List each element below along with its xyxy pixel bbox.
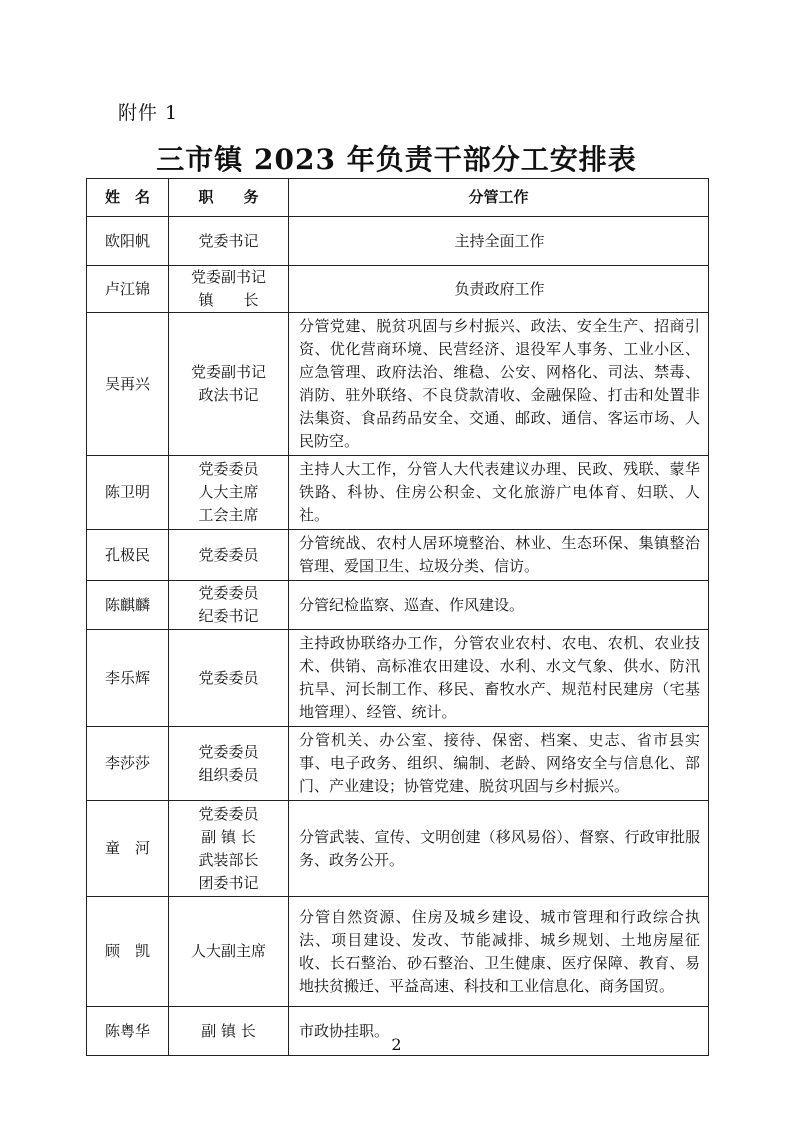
cell-work: 分管统战、农村人居环境整治、林业、生态环保、集镇整治管理、爱国卫生、垃圾分类、信访。 — [289, 530, 709, 581]
table-row — [87, 456, 709, 530]
table-row — [87, 313, 709, 456]
table-header-row — [87, 179, 709, 217]
role-line: 人大主席 — [198, 483, 259, 501]
cell-name: 陈卫明 — [87, 456, 169, 530]
cell-work: 分管机关、办公室、接待、保密、档案、史志、省市县实事、电子政务、组织、编制、老龄、网络安全与信息化、部门、产业建设；协管党建、脱贫巩固与乡村振兴。 — [289, 727, 709, 801]
cell-name: 孔极民 — [87, 530, 169, 581]
role-line: 纪委书记 — [198, 607, 259, 625]
cell-role — [169, 530, 289, 581]
cell-work: 负责政府工作 — [289, 266, 709, 313]
role-line: 党委副书记 — [190, 268, 266, 286]
cell-role — [169, 801, 289, 897]
role-line: 党委副书记 — [190, 363, 266, 381]
document-title: 三市镇 2023 年负责干部分工安排表 — [156, 143, 637, 176]
role-line: 党委委员 — [198, 804, 259, 823]
cell-name: 陈麒麟 — [87, 581, 169, 630]
cell-work: 主持全面工作 — [289, 217, 709, 266]
cell-work: 分管党建、脱贫巩固与乡村振兴、政法、安全生产、招商引资、优化营商环境、民营经济、退役军人事务、工业小区、应急管理、政府法治、维稳、公安、网格化、司法、禁毒、消防、驻外联络、不良贷款清收、金融保险、打击和处置非法集资、食品药品安全、交通、邮政、通信、客运市场、人民防空。 — [289, 313, 709, 456]
table-row — [87, 266, 709, 313]
cell-name: 吴再兴 — [87, 313, 169, 456]
cell-name: 陈粤华 — [87, 1007, 169, 1056]
cell-name: 卢江锦 — [87, 266, 169, 313]
role-line: 副 镇 长 — [201, 1021, 256, 1040]
attachment-label: 附件 1 — [118, 102, 179, 124]
header-name: 姓 名 — [87, 179, 169, 217]
role-line: 工会主席 — [198, 506, 259, 524]
cell-role — [169, 266, 289, 313]
cell-work: 分管纪检监察、巡查、作风建设。 — [289, 581, 709, 630]
cell-role — [169, 630, 289, 727]
cell-name: 顾 凯 — [87, 897, 169, 1007]
table-row — [87, 630, 709, 727]
table-row — [87, 581, 709, 630]
role-line: 党委委员 — [198, 742, 259, 761]
table-row — [87, 727, 709, 801]
role-line: 党委委员 — [198, 545, 259, 564]
role-line: 党委委员 — [198, 460, 259, 478]
cell-name: 童 河 — [87, 801, 169, 897]
role-line: 人大副主席 — [190, 942, 266, 960]
header-role: 职 务 — [169, 179, 289, 217]
role-line: 副 镇 长 — [201, 827, 256, 846]
cell-role — [169, 581, 289, 630]
cell-name: 李莎莎 — [87, 727, 169, 801]
cell-role — [169, 313, 289, 456]
role-line: 团委书记 — [198, 873, 259, 892]
table-row — [87, 801, 709, 897]
role-line: 武装部长 — [198, 850, 259, 869]
cell-work: 分管武装、宣传、文明创建（移风易俗）、督察、行政审批服务、政务公开。 — [289, 801, 709, 897]
cell-name: 欧阳帆 — [87, 217, 169, 266]
page-number: 2 — [391, 1035, 402, 1054]
cell-work: 分管自然资源、住房及城乡建设、城市管理和行政综合执法、项目建设、发改、节能减排、城乡规划、土地房屋征收、长石整治、砂石整治、卫生健康、医疗保障、教育、易地扶贫搬迁、平益高速、科技和工业信息化、商务国贸。 — [289, 897, 709, 1007]
cell-role — [169, 727, 289, 801]
cell-name: 李乐辉 — [87, 630, 169, 727]
role-line: 党委书记 — [198, 231, 259, 250]
role-line: 政法书记 — [198, 386, 259, 404]
table-row — [87, 530, 709, 581]
role-line: 党委委员 — [198, 668, 259, 687]
table-row — [87, 217, 709, 266]
header-work: 分管工作 — [289, 179, 709, 217]
cell-work: 市政协挂职。 — [289, 1007, 709, 1056]
role-line: 党委委员 — [198, 584, 259, 602]
role-line: 镇 长 — [198, 291, 259, 309]
table-body — [87, 217, 709, 1056]
cell-role — [169, 897, 289, 1007]
role-line: 组织委员 — [198, 765, 259, 784]
cell-role — [169, 217, 289, 266]
cell-work: 主持人大工作，分管人大代表建议办理、民政、残联、蒙华铁路、科协、住房公积金、文化旅游广电体育、妇联、人社。 — [289, 456, 709, 530]
table-row — [87, 897, 709, 1007]
cell-work: 主持政协联络办工作，分管农业农村、农电、农机、农业技术、供销、高标准农田建设、水利、水文气象、供水、防汛抗旱、河长制工作、移民、畜牧水产、规范村民建房（宅基地管理）、经管、统计。 — [289, 630, 709, 727]
cell-role — [169, 456, 289, 530]
assignment-table — [86, 178, 709, 1056]
